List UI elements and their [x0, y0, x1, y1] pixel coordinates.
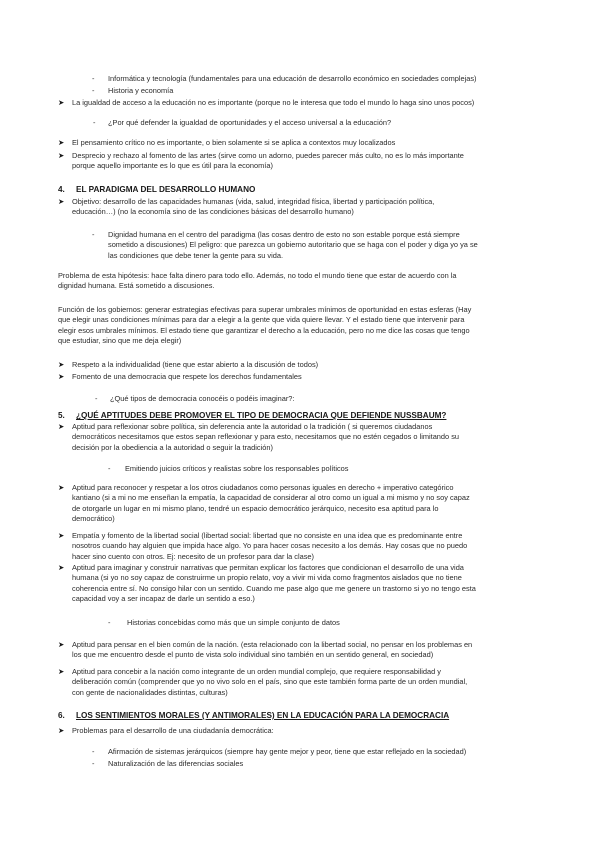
dash-marker: -: [108, 618, 111, 627]
sub-item-line: Emitiendo juicios críticos y realistas sobre los responsables políticos: [125, 464, 349, 473]
section-number: 4.: [58, 185, 65, 194]
bullet-item-line: La igualdad de acceso a la educación no es importante (porque no le interesa que todo el mundo lo haga sino unos pocos): [72, 98, 475, 107]
dash-marker: -: [92, 86, 95, 95]
bullet-item-line: Respeto a la individualidad (tiene que estar abierto a la discusión de todos): [72, 360, 319, 369]
section-number: 5.: [58, 411, 65, 420]
bullet-item-line: nosotros cuando hay alguien que impida hace algo. Yo para hacer cosas necesito a los demás. Hay cosas que no puedo: [72, 541, 468, 551]
dash-marker: -: [92, 230, 95, 239]
section-heading: [58, 184, 255, 195]
bullet-item-line: Aptitud para reconocer y respetar a los otros ciudadanos como personas iguales en derecho + imperativo categórico: [72, 483, 454, 492]
arrow-bullet-icon: ➤: [58, 640, 65, 649]
bullet-item-line: Aptitud para pensar en el bien común de la nación. (esta relacionado con la libertad social, no pensar en los problemas en: [72, 640, 473, 649]
section-title: ¿QUÉ APTITUDES DEBE PROMOVER EL TIPO DE DEMOCRACIA QUE DEFIENDE NUSSBAUM?: [76, 411, 447, 420]
dash-marker: -: [92, 747, 95, 756]
bullet-item-line: democrático): [72, 514, 115, 524]
section-title: EL PARADIGMA DEL DESARROLLO HUMANO: [76, 185, 256, 194]
bullet-item-line: Problemas para el desarrollo de una ciudadanía democrática:: [72, 726, 274, 735]
bullet-item-line: los que me encuentro desde el punto de vista solo individual sino también en un sentido general, en sociedad): [72, 650, 434, 660]
arrow-bullet-icon: ➤: [58, 483, 65, 492]
dash-marker: -: [93, 118, 96, 127]
dash-marker: -: [92, 74, 95, 83]
bullet-item-line: porque aquello importante es lo que es útil para la economía): [72, 161, 273, 171]
dash-marker: -: [108, 464, 111, 473]
paragraph-line: Función de los gobiernos: generar estrategias efectivas para superar umbrales mínimos de oportunidad en estas esferas (Hay: [58, 305, 472, 314]
paragraph-line: elegir esos umbrales mínimos. El estado tiene que garantizar el derecho a la educación, pero no me dice las cosas que tengo: [58, 325, 470, 335]
arrow-bullet-icon: ➤: [58, 98, 65, 107]
bullet-item-line: democráticos necesitamos que estos sepan reflexionar y para esto, necesitamos que no estén cegados o limitando su: [72, 432, 459, 442]
arrow-bullet-icon: ➤: [58, 531, 65, 540]
arrow-bullet-icon: ➤: [58, 360, 65, 369]
sub-item-line: Informática y tecnología (fundamentales para una educación de desarrollo económico en sociedades complejas): [108, 74, 477, 83]
bullet-item-line: humana (si yo no soy capaz de construirme un propio relato, voy a vivir mi vida como fragmentos aislados que no tiene: [72, 573, 462, 583]
arrow-bullet-icon: ➤: [58, 667, 65, 676]
paragraph-line: dignidad humana. Está sometido a discusiones.: [58, 281, 215, 291]
bullet-item-line: Aptitud para concebir a la nación como integrante de un orden mundial complejo, que requiere responsabilidad y: [72, 667, 441, 676]
section-number: 6.: [58, 711, 65, 720]
paragraph-line: que elegir unas condiciones mínimas para dar a elegir a la gente que vida quiere llevar. Y el estado tiene que intervenir para: [58, 315, 465, 325]
sub-item-line: las condiciones que debe tener la gente para su vida.: [108, 250, 284, 260]
paragraph-line: Problema de esta hipótesis: hace falta dinero para todo ello. Además, no todo el mundo tiene que estar de acuerdo con la: [58, 271, 457, 280]
sub-item-line: Historia y economía: [108, 86, 174, 95]
bullet-item-line: educación…) (no la economía sino de las condiciones básicas del desarrollo humano): [72, 207, 354, 217]
section-title: LOS SENTIMIENTOS MORALES (Y ANTIMORALES) EN LA EDUCACIÓN PARA LA DEMOCRACIA: [76, 711, 450, 720]
bullet-item-line: Desprecio y rechazo al fomento de las artes (sirve como un adorno, puedes parecer más culto, no es lo más importante: [72, 151, 464, 160]
bullet-item-line: Empatía y fomento de la libertad social (libertad social: libertad que no consiste en una idea que es predominante entre: [72, 531, 463, 540]
sub-item-line: Naturalización de las diferencias sociales: [108, 759, 244, 768]
sub-item-line: Afirmación de sistemas jerárquicos (siempre hay gente mejor y peor, tiene que estar reflejado en la sociedad): [108, 747, 467, 756]
dash-marker: -: [95, 394, 98, 403]
sub-item-line: sometido a discusiones) El peligro: que parezca un gobierno autoritario que se haga con el poder y diga yo ya se: [108, 240, 478, 250]
arrow-bullet-icon: ➤: [58, 422, 65, 431]
bullet-item-line: Objetivo: desarrollo de las capacidades humanas (vida, salud, integridad física, libertad y participación política,: [72, 197, 435, 206]
bullet-item-line: Aptitud para reflexionar sobre política, sin deferencia ante la autoridad o la tradición ( si queremos ciudadanos: [72, 422, 433, 431]
bullet-item-line: Aptitud para imaginar y construir narrativas que permitan explicar los factores que condicionan el desarrollo de una vida: [72, 563, 464, 572]
sub-item-line: ¿Por qué defender la igualdad de oportunidades y el acceso universal a la educación?: [108, 118, 392, 127]
sub-item-line: Dignidad humana en el centro del paradigma (las cosas dentro de esto no son estable porque está siempre: [108, 230, 460, 239]
arrow-bullet-icon: ➤: [58, 151, 65, 160]
arrow-bullet-icon: ➤: [58, 726, 65, 735]
sub-item-line: Historias concebidas como más que un simple conjunto de datos: [127, 618, 340, 627]
bullet-item-line: coherencia entre sí. No consigo hilar con un sentido. Cuando me pase algo que me genere un trastorno si yo no tengo esta: [72, 583, 476, 593]
bullet-item-line: kantiano (si a mi no me enseñan la empatía, la capacidad de considerar al otro como un igual a mi mismo y no soy capaz: [72, 493, 470, 503]
bullet-item-line: de otorgarle un lugar en mi mismo plano, tendré un espacio democrático jerárquico, necesito esa aptitud para lo: [72, 503, 439, 513]
bullet-item-line: Fomento de una democracia que respete los derechos fundamentales: [72, 372, 302, 381]
bullet-item-line: capacidad voy a ser incapaz de darle un sentido a eso.): [72, 594, 255, 604]
bullet-item-line: decisión por la obediencia a la autoridad o seguir la tradición): [72, 442, 273, 452]
arrow-bullet-icon: ➤: [58, 138, 65, 147]
arrow-bullet-icon: ➤: [58, 197, 65, 206]
bullet-item-line: hacer sino cuento con otros. Ej: necesito de un profesor para dar la clase): [72, 551, 314, 561]
arrow-bullet-icon: ➤: [58, 372, 65, 381]
section-heading: [58, 710, 449, 721]
bullet-item-line: deliberación común (comprender que yo no vivo solo en el país, sino que este también forma parte de un orden mundial,: [72, 677, 468, 687]
sub-item-line: ¿Qué tipos de democracia conocéis o podéis imaginar?:: [110, 394, 295, 403]
section-heading: [58, 410, 446, 421]
arrow-bullet-icon: ➤: [58, 563, 65, 572]
paragraph-line: que estudiar, sino que me deja elegir): [58, 336, 182, 346]
bullet-item-line: con gente de nacionalidades distintas, culturas): [72, 687, 228, 697]
bullet-item-line: El pensamiento crítico no es importante, o bien solamente si se aplica a contextos muy localizados: [72, 138, 396, 147]
dash-marker: -: [92, 759, 95, 768]
